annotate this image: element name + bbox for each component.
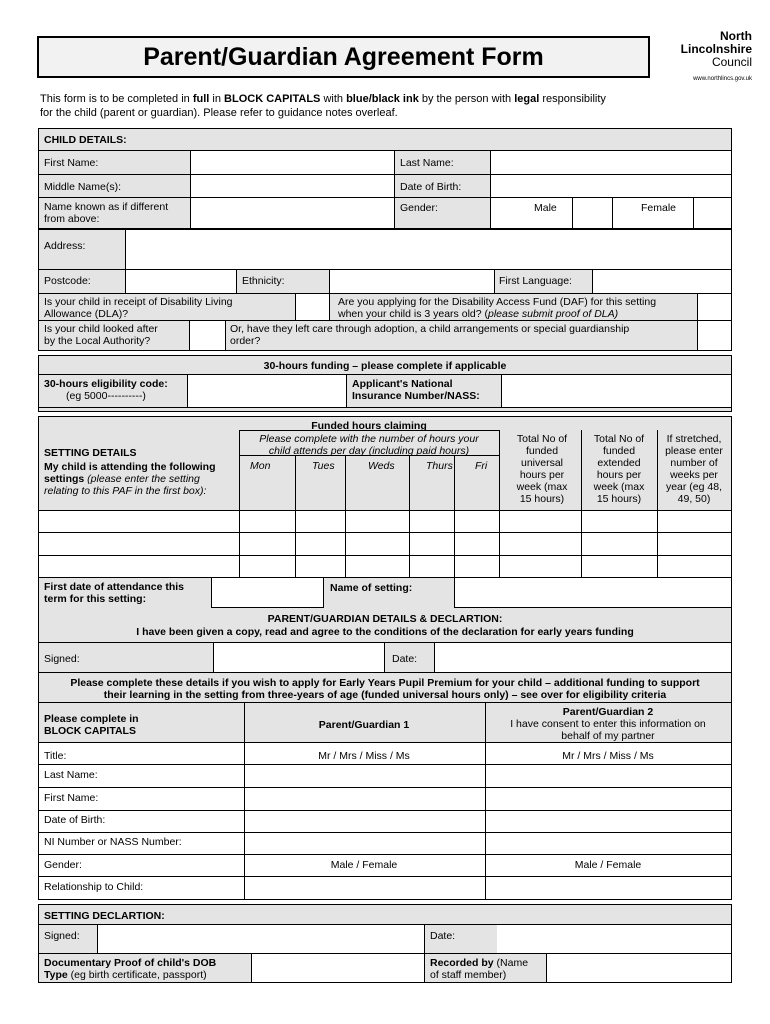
setting-details-section [38, 416, 732, 608]
parent-date-label: Date: [392, 653, 418, 665]
parent-signature-field[interactable] [214, 643, 383, 672]
child-first-language-field[interactable] [593, 270, 731, 293]
first-date-field[interactable] [212, 578, 323, 608]
pg1-first-name-field[interactable] [245, 788, 484, 810]
recorded-by-field[interactable] [547, 954, 731, 982]
setting-signature-field[interactable] [98, 925, 423, 953]
block-capitals-note: Please complete in BLOCK CAPITALS [44, 713, 139, 737]
postcode-label: Postcode: [44, 275, 91, 287]
first-date-label: First date of attendance this term for this setting: [44, 581, 185, 605]
thirty-hours-heading: 30-hours funding – please complete if applicable [263, 360, 507, 372]
pg2-title-options[interactable]: Mr / Mrs / Miss / Ms [562, 750, 654, 762]
intro-text: This form is to be completed in full in BLOCK CAPITALS with blue/black ink by the person with legal responsibility for the child (parent or guardian). Please refer to guidance notes overleaf. [40, 93, 606, 119]
setting-declaration-heading: SETTING DECLARTION: [44, 910, 165, 922]
daf-question: Are you applying for the Disability Access Fund (DAF) for this setting when your child is 3 years old? (please submit proof of DLA) [338, 296, 657, 320]
stretched-weeks-header: If stretched, please enter number of weeks per year (eg 48, 49, 50) [665, 433, 723, 505]
pg1-title-options[interactable]: Mr / Mrs / Miss / Ms [318, 750, 410, 762]
gender-label: Gender: [400, 202, 438, 214]
setting-date-label: Date: [430, 930, 456, 942]
attending-settings-text: My child is attending the following settings (please enter the setting relating to this PAF in the first box): [44, 461, 216, 497]
parent-signed-label: Signed: [44, 653, 80, 665]
last-name-label: Last Name: [400, 157, 454, 169]
pg2-last-name-field[interactable] [486, 765, 731, 787]
dob-label: Date of Birth: [400, 181, 462, 193]
pg2-dob-field[interactable] [486, 811, 731, 832]
eligibility-code-label: 30-hours eligibility code: (eg 5000----------) [44, 378, 168, 402]
female-label: Female [641, 202, 677, 214]
child-ethnicity-field[interactable] [330, 270, 493, 293]
pg-title-label: Title: [44, 750, 67, 762]
setting-row-1[interactable] [40, 511, 238, 532]
eligibility-code-field[interactable] [188, 375, 345, 407]
child-dob-field[interactable] [491, 175, 731, 197]
child-first-name-field[interactable] [191, 151, 393, 174]
day-mon: Mon [250, 460, 271, 472]
setting-details-heading: SETTING DETAILS [44, 447, 137, 459]
day-weds: Weds [368, 460, 395, 472]
parent-guardian-1-heading: Parent/Guardian 1 [318, 719, 410, 731]
setting-row-2[interactable] [40, 533, 238, 554]
daf-answer-field[interactable] [698, 294, 731, 320]
pg-gender-label: Gender: [44, 859, 82, 871]
left-care-question: Or, have they left care through adoption, a child arrangements or special guardianship order? [230, 323, 630, 347]
ethnicity-label: Ethnicity: [242, 275, 285, 287]
logo-line-1: North [720, 29, 752, 43]
child-address-field[interactable] [126, 230, 731, 269]
first-language-label: First Language: [499, 275, 572, 287]
pg2-ni-field[interactable] [486, 833, 731, 854]
applicant-ni-label: Applicant's National Insurance Number/NASS: [352, 378, 480, 402]
looked-after-question: Is your child looked after by the Local Authority? [44, 323, 158, 347]
male-label: Male [534, 202, 557, 214]
funded-hours-heading: Funded hours claiming [311, 420, 427, 432]
logo-line-3: Council [711, 55, 752, 69]
pg2-gender-options[interactable]: Male / Female [574, 859, 642, 871]
setting-row-3[interactable] [40, 556, 238, 577]
applicant-ni-field[interactable] [502, 375, 731, 407]
setting-name-field[interactable] [455, 578, 731, 608]
council-logo [672, 30, 752, 84]
recorded-by-label: Recorded by (Name of staff member) [430, 957, 529, 981]
pg1-last-name-field[interactable] [245, 765, 484, 787]
female-checkbox[interactable] [694, 198, 731, 228]
thirty-hours-section [38, 355, 732, 412]
universal-hours-header: Total No of funded universal hours per week (max 15 hours) [516, 433, 568, 505]
pg-last-name-label: Last Name: [44, 769, 98, 781]
child-details-section [38, 128, 732, 351]
pg1-gender-options[interactable]: Male / Female [330, 859, 398, 871]
pg-dob-label: Date of Birth: [44, 814, 106, 826]
parent-guardian-section [38, 608, 732, 900]
extended-hours-header: Total No of funded extended hours per week (max 15 hours) [593, 433, 645, 505]
parent-guardian-2-heading: Parent/Guardian 2 I have consent to enter this information on behalf of my partner [510, 706, 706, 742]
male-checkbox[interactable] [573, 198, 611, 228]
declaration-subheading: I have been given a copy, read and agree to the conditions of the declaration for early years funding [136, 626, 634, 638]
setting-signed-label: Signed: [44, 930, 80, 942]
eypp-instructions: Please complete these details if you wish to apply for Early Years Pupil Premium for your child – additional funding to support their learning in the setting from three-years of age (funded universal hours only) – see over for eligibility criteria [70, 677, 700, 701]
address-label: Address: [44, 240, 86, 252]
dob-proof-label: Documentary Proof of child's DOB Type (eg birth certificate, passport) [44, 957, 217, 981]
setting-declaration-section [38, 904, 732, 983]
pg2-relationship-field[interactable] [486, 877, 731, 899]
middle-names-label: Middle Name(s): [44, 181, 122, 193]
pg-relationship-label: Relationship to Child: [44, 881, 144, 893]
pg-first-name-label: First Name: [44, 792, 99, 804]
left-care-answer-field[interactable] [698, 321, 731, 350]
child-known-as-field[interactable] [191, 198, 393, 228]
day-tues: Tues [312, 460, 335, 472]
child-postcode-field[interactable] [126, 270, 236, 293]
declaration-heading: PARENT/GUARDIAN DETAILS & DECLARTION: [267, 613, 503, 625]
page-title: Parent/Guardian Agreement Form [37, 36, 650, 78]
dla-question: Is your child in receipt of Disability Living Allowance (DLA)? [44, 296, 233, 320]
dob-proof-field[interactable] [252, 954, 423, 982]
day-fri: Fri [475, 460, 488, 472]
setting-date-field[interactable] [498, 925, 731, 953]
setting-name-label: Name of setting: [330, 582, 413, 594]
logo-line-2: Lincolnshire [680, 42, 752, 56]
pg1-ni-field[interactable] [245, 833, 484, 854]
looked-after-answer-field[interactable] [190, 321, 224, 350]
child-details-heading: CHILD DETAILS: [44, 134, 127, 146]
dla-answer-field[interactable] [296, 294, 328, 320]
pg1-relationship-field[interactable] [245, 877, 484, 899]
known-as-label: Name known as if different from above: [44, 201, 169, 225]
pg2-first-name-field[interactable] [486, 788, 731, 810]
logo-url: www.northlincs.gov.uk [693, 76, 752, 82]
first-name-label: First Name: [44, 157, 99, 169]
pg1-dob-field[interactable] [245, 811, 484, 832]
child-middle-names-field[interactable] [191, 175, 393, 197]
day-thurs: Thurs [426, 460, 453, 472]
child-last-name-field[interactable] [491, 151, 731, 174]
pg-ni-label: NI Number or NASS Number: [44, 836, 182, 848]
parent-date-field[interactable] [435, 643, 731, 672]
hours-instructions: Please complete with the number of hours your child attends per day (including paid hours) [259, 433, 479, 457]
